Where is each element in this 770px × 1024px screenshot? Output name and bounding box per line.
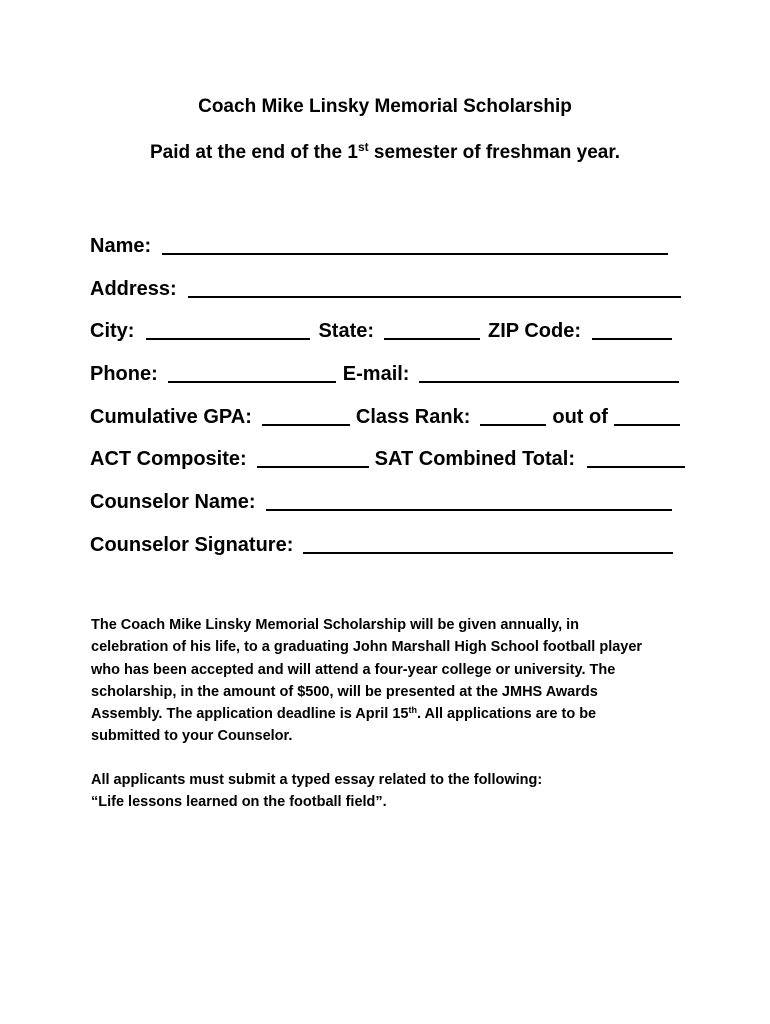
city-label: City:	[90, 320, 135, 342]
deadline-superscript: th	[408, 705, 417, 716]
phone-label: Phone:	[90, 363, 158, 385]
page-title: Coach Mike Linsky Memorial Scholarship	[198, 96, 572, 117]
description-line: The Coach Mike Linsky Memorial Scholarship will be given annually, in	[91, 617, 580, 633]
essay-topic: “Life lessons learned on the football field”.	[91, 794, 387, 811]
state-field[interactable]	[384, 338, 480, 340]
description-line: submitted to your Counselor.	[91, 728, 293, 745]
city-state-zip-row	[90, 315, 672, 343]
class-rank-out-of-label: out of	[552, 406, 608, 428]
counselor-signature-label: Counselor Signature:	[90, 534, 294, 556]
zip-code-field[interactable]	[592, 338, 672, 340]
cumulative-gpa-label: Cumulative GPA:	[90, 406, 252, 428]
email-label: E-mail:	[342, 363, 410, 385]
description-line: scholarship, in the amount of $500, will be presented at the JMHS Awards	[91, 683, 598, 700]
address-field[interactable]	[188, 296, 681, 298]
description-line	[91, 703, 691, 725]
phone-email-row	[90, 358, 679, 386]
page-subtitle	[0, 142, 770, 164]
email-field[interactable]	[419, 381, 679, 383]
essay-instruction: All applicants must submit a typed essay related to the following:	[91, 772, 543, 788]
subtitle-text-start: Paid at the end of the 1	[149, 142, 358, 163]
city-field[interactable]	[146, 338, 310, 340]
description-line: celebration of his life, to a graduating John Marshall High School football player	[91, 639, 643, 656]
counselor-name-label: Counselor Name:	[90, 491, 256, 513]
class-rank-label: Class Rank:	[355, 406, 471, 428]
name-row	[90, 230, 668, 258]
sat-combined-total-label: SAT Combined Total:	[374, 448, 576, 470]
act-composite-label: ACT Composite:	[90, 448, 247, 470]
address-row	[90, 273, 681, 301]
counselor-name-row	[90, 486, 672, 514]
name-field[interactable]	[162, 253, 668, 255]
gpa-rank-row	[90, 401, 680, 429]
subtitle-superscript: st	[357, 140, 369, 154]
description-line: who has been accepted and will attend a four-year college or university. The	[91, 661, 616, 678]
essay-requirement	[91, 769, 691, 814]
test-scores-row	[90, 443, 685, 471]
counselor-signature-row	[90, 529, 673, 557]
state-label: State:	[318, 320, 375, 342]
scholarship-description	[91, 614, 691, 748]
phone-field[interactable]	[168, 381, 336, 383]
deadline-text-end: . All applications are to be	[416, 706, 597, 723]
zip-code-label: ZIP Code:	[488, 320, 581, 342]
address-label: Address:	[90, 278, 177, 300]
class-rank-field[interactable]	[480, 424, 546, 426]
counselor-name-field[interactable]	[266, 509, 672, 511]
deadline-text-start: Assembly. The application deadline is April 15	[91, 706, 409, 723]
act-composite-field[interactable]	[257, 466, 369, 468]
cumulative-gpa-field[interactable]	[262, 424, 350, 426]
class-size-field[interactable]	[614, 424, 680, 426]
name-label: Name:	[90, 235, 152, 257]
counselor-signature-field[interactable]	[303, 552, 673, 554]
subtitle-text-end: semester of freshman year.	[368, 142, 620, 163]
sat-combined-total-field[interactable]	[587, 466, 685, 468]
